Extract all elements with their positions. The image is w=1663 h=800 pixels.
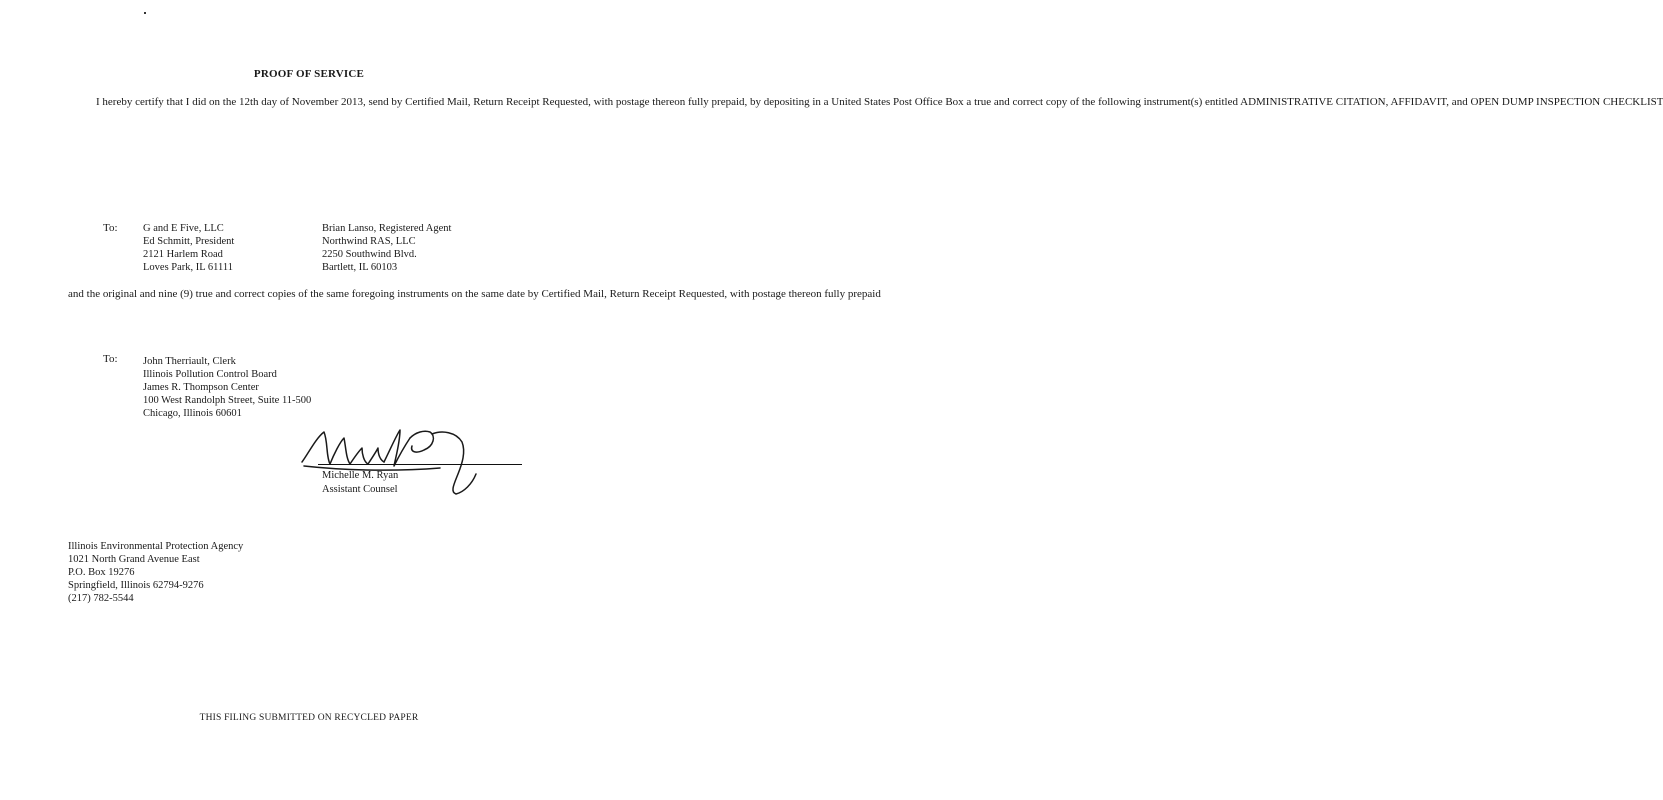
signature-stroke [410,431,433,452]
address-line: 2250 Southwind Blvd. [322,249,417,260]
certification-paragraph [68,88,1663,116]
address-line: G and E Five, LLC [143,223,224,234]
document-title: PROOF OF SERVICE [253,68,365,80]
signature-stroke [384,430,410,466]
address-line: Bartlett, IL 60103 [322,262,398,273]
copies-paragraph: and the original and nine (9) true and correct copies of the same foregoing instruments on the same date by Certified Mail, Return Receipt Requested, with postage thereon fully prepaid [68,288,881,300]
signature-line [318,464,522,465]
address-line: Loves Park, IL 61111 [143,262,234,273]
address-line: Springfield, Illinois 62794-9276 [68,580,204,591]
to-label-clerk: To: [103,353,118,365]
signer-block [322,469,398,497]
address-line: Northwind RAS, LLC [322,236,416,247]
address-line: 2121 Harlem Road [143,249,223,260]
address-line: John Therriault, Clerk [143,356,236,367]
scan-speck [144,12,146,14]
address-line: James R. Thompson Center [143,382,259,393]
signer-name: Michelle M. Ryan [322,470,399,481]
recipient-address-2 [322,222,451,274]
recycled-paper-footer: THIS FILING SUBMITTED ON RECYCLED PAPER [199,713,419,723]
signer-title: Assistant Counsel [322,484,398,495]
address-line: 100 West Randolph Street, Suite 11-500 [143,395,312,406]
address-line: Chicago, Illinois 60601 [143,408,242,419]
address-line: Ed Schmitt, President [143,236,235,247]
address-line: Brian Lanso, Registered Agent [322,223,452,234]
recipient-address-1 [143,222,234,274]
address-line: Illinois Pollution Control Board [143,369,277,380]
address-line: 1021 North Grand Avenue East [68,554,200,565]
certification-text: I hereby certify that I did on the 12th day of November 2013, send by Certified Mail, Return Receipt Requested, with postage thereon fully prepaid, by depositing in a United States Post Office Box a true and correct copy of the following instrument(s) entitled ADMINISTRATIVE CITATION, AFFIDAVIT, and OPEN DUMP INSPECTION CHECKLIST [96,96,1663,108]
clerk-address [143,355,311,420]
address-line: (217) 782-5544 [68,593,134,604]
signature-stroke [350,448,384,464]
to-label-recipients: To: [103,222,118,234]
address-line: P.O. Box 19276 [68,567,135,578]
signature-stroke [302,432,350,464]
address-line: Illinois Environmental Protection Agency [68,541,244,552]
agency-address [68,540,243,605]
